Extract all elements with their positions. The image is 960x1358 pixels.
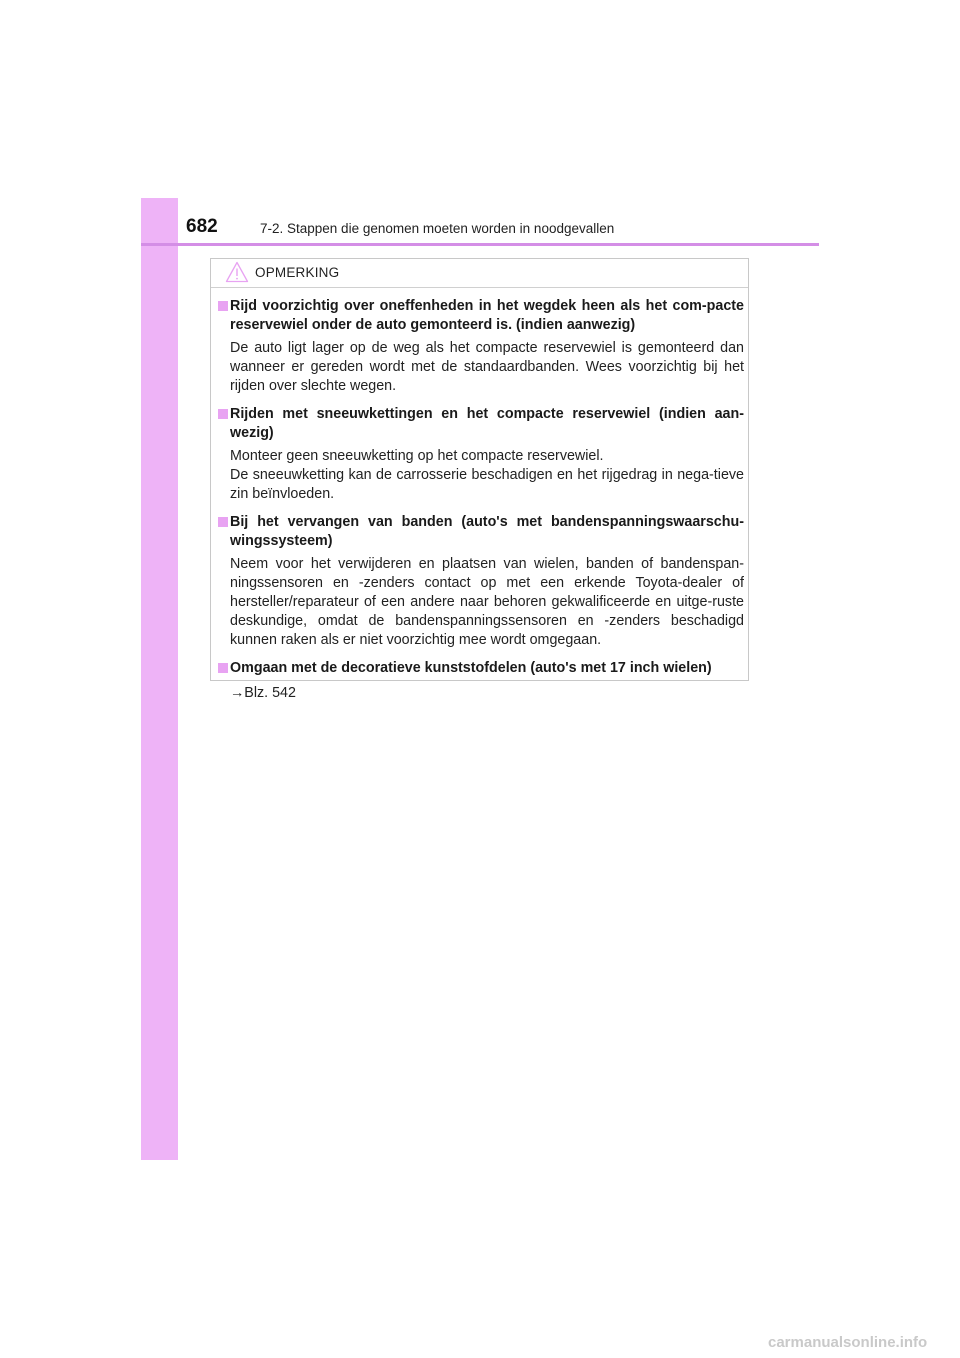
- warning-triangle-icon: [225, 261, 249, 283]
- item-title: Rijd voorzichtig over oneffenheden in het wegdek heen als het com-pacte reservewiel onder de auto gemonteerd is. (indien aanwezig): [230, 298, 744, 333]
- notice-header: [211, 259, 748, 288]
- item-body: [230, 339, 744, 396]
- bullet-square-icon: [218, 301, 228, 311]
- header-tab-fill: [141, 198, 178, 244]
- notice-items: [218, 297, 744, 712]
- item-paragraph: De sneeuwketting kan de carrosserie beschadigen en het rijgedrag in nega-tieve zin beïnvloeden.: [230, 467, 744, 502]
- chapter-side-tab: [141, 198, 178, 1160]
- bullet-square-icon: [218, 663, 228, 673]
- notice-label: OPMERKING: [255, 265, 340, 280]
- item-title: Omgaan met de decoratieve kunststofdelen (auto's met 17 inch wielen): [230, 660, 712, 676]
- item-paragraph: Neem voor het verwijderen en plaatsen van wielen, banden of bandenspan-ningssensoren en -zenders contact op met een erkende Toyota-dealer of hersteller/reparateur of een andere naar behoren gekwalificeerde en uitge-ruste deskundige, omdat de bandenspanningssensoren en -zenders beschadigd kunnen raken als er niet voorzichtig mee wordt omgegaan.: [230, 556, 744, 648]
- section-title: 7-2. Stappen die genomen moeten worden in noodgevallen: [260, 221, 615, 236]
- item-paragraph: Monteer geen sneeuwketting op het compacte reservewiel.: [230, 448, 604, 464]
- notice-item: [218, 405, 744, 504]
- page-number: 682: [186, 216, 218, 237]
- item-body: [230, 555, 744, 650]
- notice-item: [218, 297, 744, 396]
- bullet-square-icon: [218, 517, 228, 527]
- bullet-square-icon: [218, 409, 228, 419]
- notice-box: [210, 258, 749, 701]
- notice-item: [218, 513, 744, 650]
- item-title: Bij het vervangen van banden (auto's met bandenspanningswaarschu-wingssysteem): [230, 514, 744, 549]
- watermark: carmanualsonline.info: [768, 1334, 928, 1351]
- item-title: Rijden met sneeuwkettingen en het compacte reservewiel (indien aan-wezig): [230, 406, 744, 441]
- page-reference-link[interactable]: →Blz. 542: [230, 685, 296, 701]
- item-body: [230, 447, 744, 504]
- notice-item: [218, 659, 744, 703]
- header-rule: [141, 243, 819, 246]
- item-paragraph: De auto ligt lager op de weg als het compacte reservewiel is gemonteerd dan wanneer er gereden wordt met de standaardbanden. Wees voorzichtig bij het rijden over slechte wegen.: [230, 340, 744, 394]
